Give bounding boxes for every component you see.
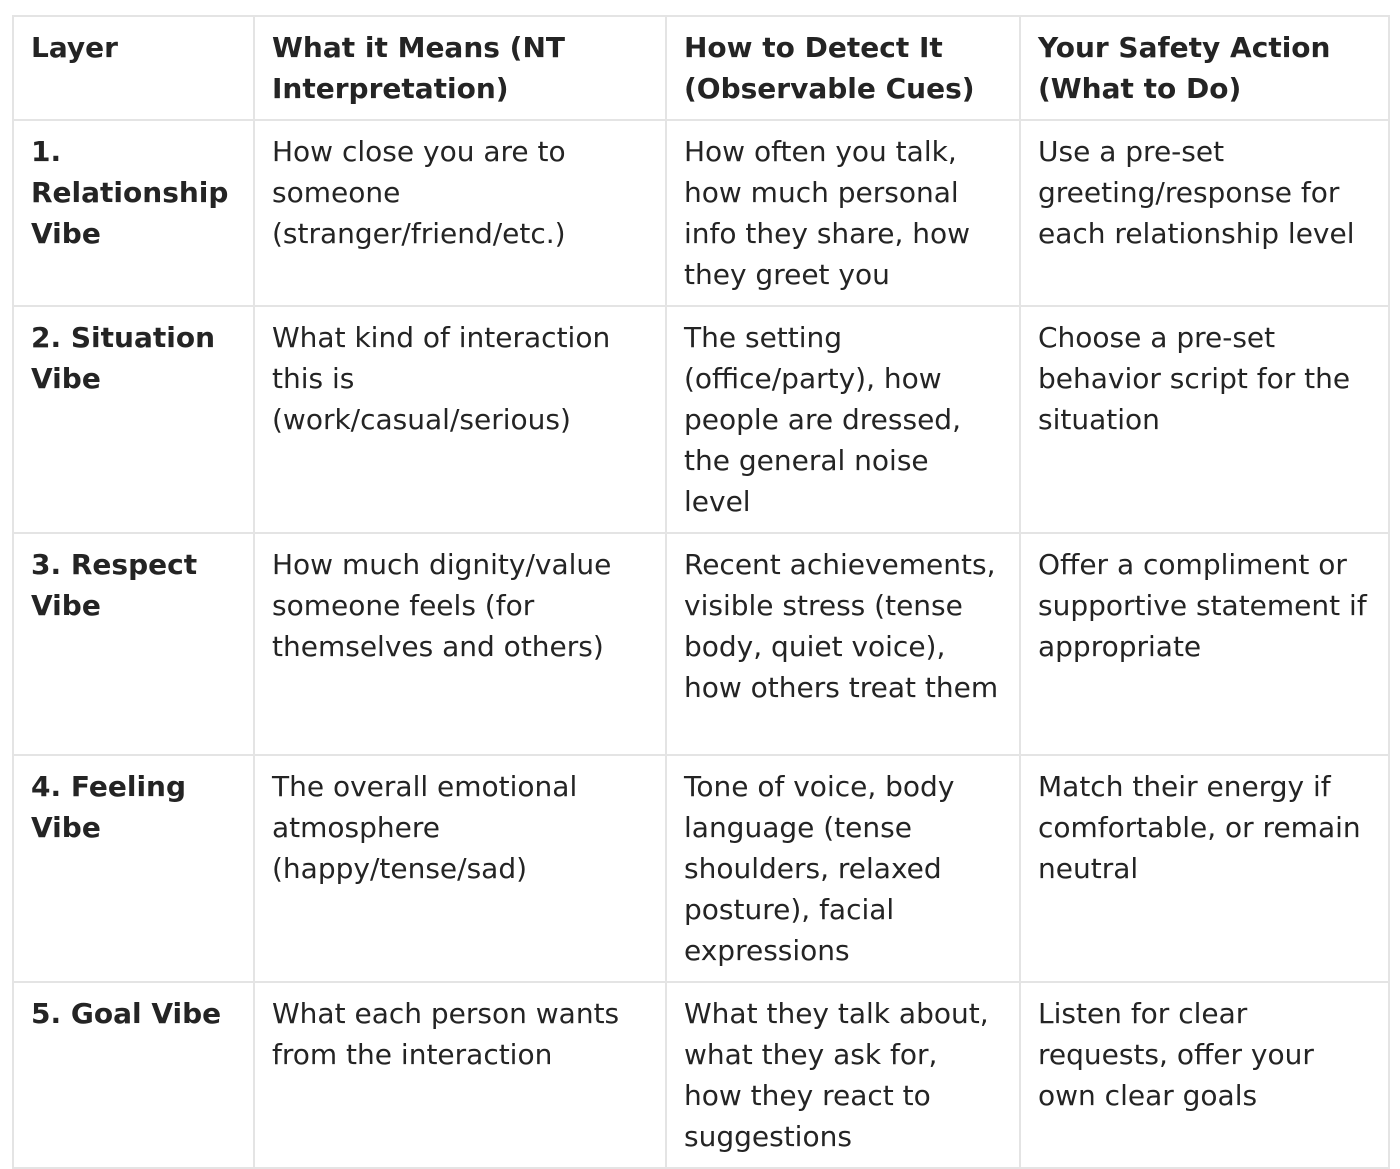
layer-cell: 3. Respect Vibe [13,533,254,755]
vibe-layers-table [12,15,1390,1169]
detect-cell: The setting (office/party), how people are dressed, the general noise level [666,306,1020,533]
detect-cell: Recent achievements, visible stress (tense body, quiet voice), how others treat them [666,533,1020,755]
table-row [13,306,1389,533]
action-cell: Choose a pre-set behavior script for the situation [1020,306,1389,533]
header-detect: How to Detect It (Observable Cues) [666,16,1020,120]
layer-cell: 2. Situation Vibe [13,306,254,533]
detect-cell: What they talk about, what they ask for, how they react to suggestions [666,982,1020,1168]
header-layer: Layer [13,16,254,120]
header-meaning: What it Means (NT Interpretation) [254,16,666,120]
header-action: Your Safety Action (What to Do) [1020,16,1389,120]
detect-cell: Tone of voice, body language (tense shoulders, relaxed posture), facial expressions [666,755,1020,982]
table-row [13,982,1389,1168]
meaning-cell: What each person wants from the interaction [254,982,666,1168]
action-cell: Match their energy if comfortable, or remain neutral [1020,755,1389,982]
meaning-cell: The overall emotional atmosphere (happy/tense/sad) [254,755,666,982]
action-cell: Listen for clear requests, offer your own clear goals [1020,982,1389,1168]
layer-cell: 5. Goal Vibe [13,982,254,1168]
table-row [13,755,1389,982]
meaning-cell: How close you are to someone (stranger/friend/etc.) [254,120,666,306]
layer-cell: 1. Relationship Vibe [13,120,254,306]
table-row [13,120,1389,306]
action-cell: Use a pre-set greeting/response for each relationship level [1020,120,1389,306]
meaning-cell: How much dignity/value someone feels (for themselves and others) [254,533,666,755]
action-cell: Offer a compliment or supportive statement if appropriate [1020,533,1389,755]
table-row [13,533,1389,755]
layer-cell: 4. Feeling Vibe [13,755,254,982]
meaning-cell: What kind of interaction this is (work/casual/serious) [254,306,666,533]
table-header-row [13,16,1389,120]
detect-cell: How often you talk, how much personal info they share, how they greet you [666,120,1020,306]
